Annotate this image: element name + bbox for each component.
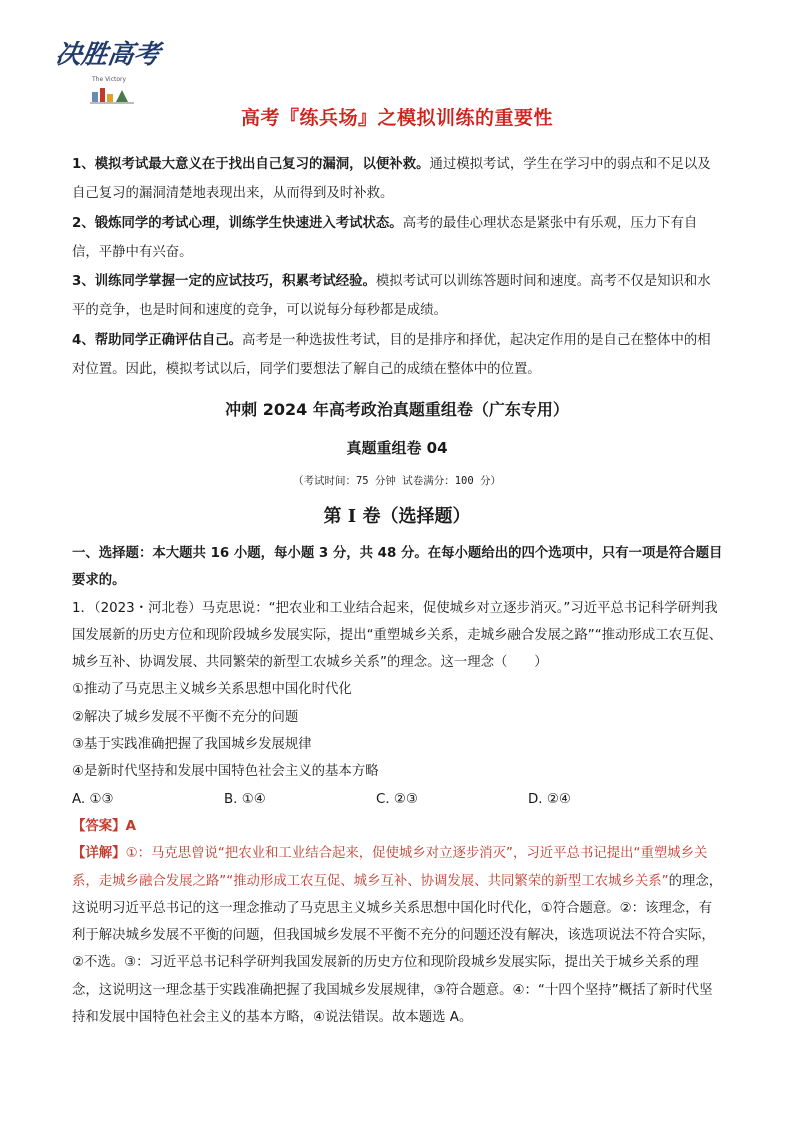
intro-text: 通过模拟考试，学生在学习中的弱点和不足以及自己复习的漏洞清楚地表现出来，从而得到及时补救。 [72,157,711,202]
option-c: C. ②③ [376,791,418,807]
instructions [72,540,724,595]
logo-text: 决胜高考 [53,40,162,70]
option-row [72,786,724,813]
intro-lead: 2、锻炼同学的考试心理，训练学生快速进入考试状态。 [72,215,403,231]
banner-title: 高考『练兵场』之模拟训练的重要性 [240,107,553,129]
statement-4: ④是新时代坚持和发展中国特色社会主义的基本方略 [72,764,379,780]
intro-text: 高考的最佳心理状态是紧张中有乐观，压力下有自信，平静中有兴奋。 [72,215,698,260]
instructions-text: 一、选择题：本大题共 16 小题，每小题 3 分，共 48 分。在每小题给出的四个选项中，只有一项是符合题目要求的。 [72,546,723,589]
answer-label: 【答案】 [72,818,126,834]
intro-lead: 4、帮助同学正确评估自己。 [72,332,243,348]
logo-subtitle: The Victory [92,76,127,83]
intro-text: 模拟考试可以训练答题时间和速度。高考不仅是知识和水平的竞争，也是时间和速度的竞争，可以说每分每秒都是成绩。 [72,274,711,319]
intro-point-3 [72,267,724,326]
analysis-label: 【详解】 [72,846,126,862]
section-title: 第 I 卷（选择题） [323,506,471,527]
paper-subtitle: 真题重组卷 04 [346,439,448,457]
intro-section [72,150,724,384]
statement-1: ①推动了马克思主义城乡关系思想中国化时代化 [72,682,352,698]
statement-3: ③基于实践准确把握了我国城乡发展规律 [72,737,312,753]
answer-line [72,813,724,840]
intro-lead: 3、训练同学掌握一定的应试技巧，积累考试经验。 [72,274,376,290]
intro-point-1 [72,150,724,209]
question-stem: 1．（2023・河北卷）马克思说：“把农业和工业结合起来，促使城乡对立逐步消灭。”习近平总书记科学研判我国发展新的历史方位和现阶段城乡发展实际，提出“重塑城乡关系，走城乡融合发展之路”“推动形成工农互促、城乡互补、协调发展、共同繁荣的新型工农城乡关系”的理念。这一理念（ ） [72,600,723,671]
exam-info: （考试时间：75 分钟 试卷满分：100 分） [292,475,502,487]
option-d: D. ②④ [528,791,571,807]
logo [52,32,172,112]
paper-title: 冲刺 2024 年高考政治真题重组卷（广东专用） [225,400,569,419]
intro-point-2 [72,209,724,268]
intro-point-4 [72,326,724,385]
answer-value: A [125,818,136,834]
analysis-highlight: ①：马克思曾说“把农业和工业结合起来，促使城乡对立逐步消灭”，习近平总书记提出“重塑城乡关系，走城乡融合发展之路”“推动形成工农互促、城乡互补、协调发展、共同繁荣的新型工农城乡关系” [72,846,708,889]
option-b: B. ①④ [224,791,266,807]
option-a: A. ①③ [72,791,114,807]
statement-2: ②解决了城乡发展不平衡不充分的问题 [72,709,299,725]
analysis [72,840,724,1031]
question-section [72,540,724,1031]
analysis-text: 的理念，这说明习近平总书记的这一理念推动了马克思主义城乡关系思想中国化时代化，①符合题意。②：该理念，有利于解决城乡发展不平衡的问题，但我国城乡发展不平衡不充分的问题还没有解决，该选项说法不符合实际，②不选。③：习近平总书记科学研判我国发展新的历史方位和现阶段城乡发展实际，提出关于城乡关系的理念，这说明这一理念基于实践准确把握了我国城乡发展规律，③符合题意。④：“十四个坚持”概括了新时代坚持和发展中国特色社会主义的基本方略，④说法错误。故本题选 A。 [72,873,723,1026]
intro-text: 高考是一种选拔性考试，目的是排序和择优，起决定作用的是自己在整体中的相对位置。因此，模拟考试以后，同学们要想法了解自己的成绩在整体中的位置。 [72,332,711,378]
intro-lead: 1、模拟考试最大意义在于找出自己复习的漏洞，以便补救。 [72,157,430,172]
